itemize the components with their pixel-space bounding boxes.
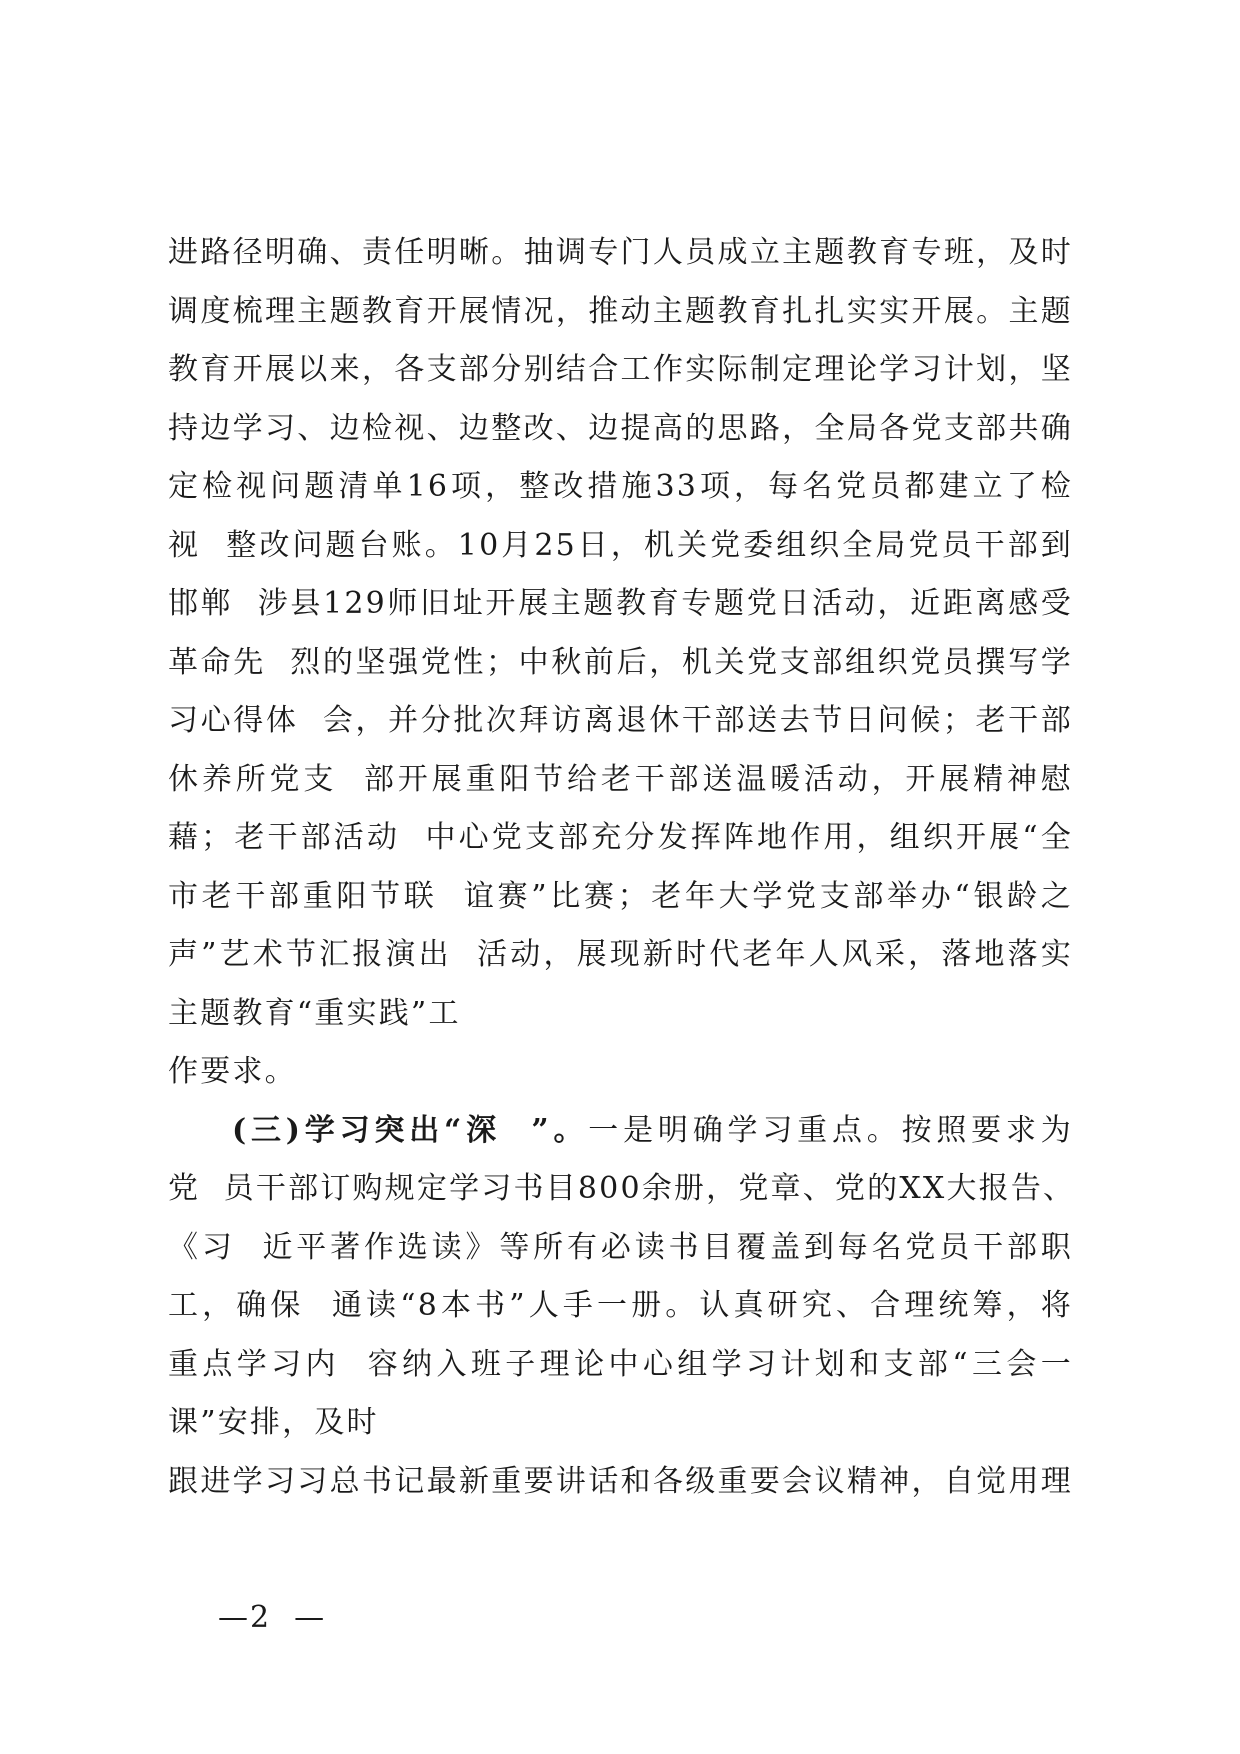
- page-number: —2 —: [218, 1600, 327, 1635]
- paragraph-line: 《习 近平著作选读》等所有必读书目覆盖到每名党员干部职: [168, 1229, 1073, 1265]
- paragraph-line: 声”艺术节汇报演出 活动，展现新时代老年人风采，落地落实: [168, 937, 1073, 972]
- section-first-line-text: 一是明确学习重点。按照要求为: [588, 1112, 1073, 1148]
- paragraph-line: 习心得体 会，并分批次拜访离退休干部送去节日问候；老干部: [168, 703, 1073, 738]
- paragraph-line: 持边学习、边检视、边整改、边提高的思路，全局各党支部共确: [168, 410, 1073, 446]
- paragraph-line: 调度梳理主题教育开展情况，推动主题教育扎扎实实开展。主题: [168, 293, 1073, 329]
- paragraph-line: 市老干部重阳节联 谊赛”比赛；老年大学党支部举办“银龄之: [168, 878, 1073, 914]
- section-heading: (三)学习突出“深 ”。: [232, 1112, 589, 1148]
- paragraph-line: 重点学习内 容纳入班子理论中心组学习计划和支部“三会一: [168, 1346, 1073, 1382]
- section-first-line: [168, 1102, 1073, 1161]
- paragraph-line: 视 整改问题台账。10月25日，机关党委组织全局党员干部到: [168, 527, 1073, 563]
- paragraph-line: 藉；老干部活动 中心党支部充分发挥阵地作用，组织开展“全: [168, 820, 1073, 855]
- paragraph-line: 作要求。: [168, 1054, 297, 1089]
- paragraph-line: 课”安排，及时: [168, 1405, 379, 1440]
- paragraph-line: 工，确保 通读“8本书”人手一册。认真研究、合理统筹，将: [168, 1288, 1073, 1323]
- paragraph-line: 党 员干部订购规定学习书目800余册，党章、党的XX大报告、: [168, 1171, 1076, 1206]
- paragraph-line: 邯郸 涉县129师旧址开展主题教育专题党日活动，近距离感受: [168, 586, 1073, 621]
- paragraph-line: 革命先 烈的坚强党性；中秋前后，机关党支部组织党员撰写学: [168, 644, 1073, 680]
- paragraph-line: 进路径明确、责任明晰。抽调专门人员成立主题教育专班，及时: [168, 235, 1073, 270]
- paragraph-line: 主题教育“重实践”工: [168, 995, 461, 1031]
- paragraph-line: 休养所党支 部开展重阳节给老干部送温暖活动，开展精神慰: [168, 761, 1073, 797]
- paragraph-line: 定检视问题清单16项，整改措施33项，每名党员都建立了检: [168, 469, 1073, 504]
- paragraph-line: 教育开展以来，各支部分别结合工作实际制定理论学习计划，坚: [168, 352, 1073, 387]
- body-text: [168, 224, 1076, 1511]
- paragraph-line: 跟进学习习总书记最新重要讲话和各级重要会议精神，自觉用理: [168, 1463, 1073, 1499]
